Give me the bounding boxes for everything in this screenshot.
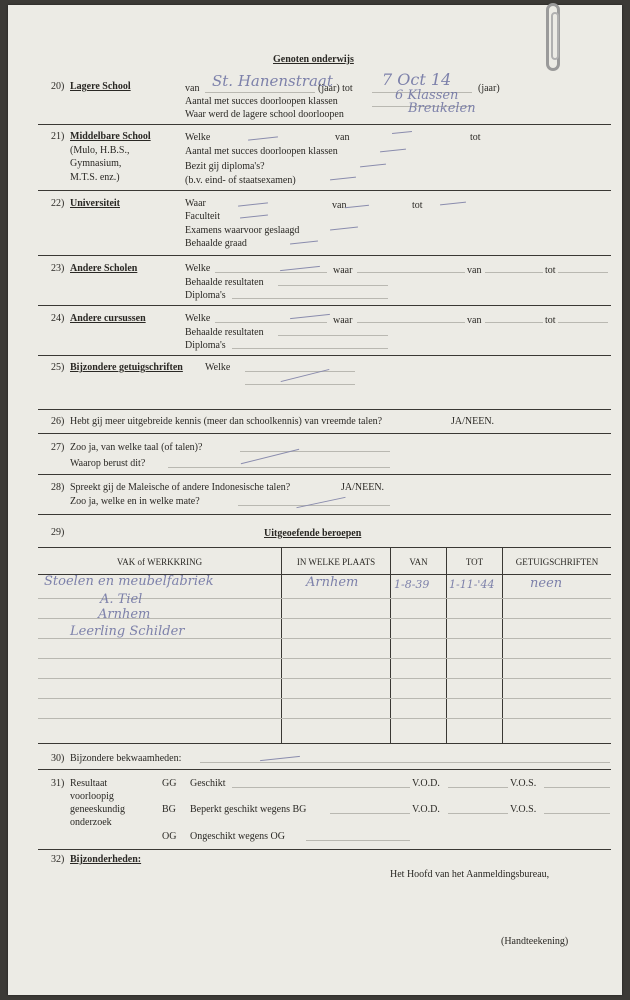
s32-num: 32) bbox=[51, 854, 65, 865]
fill-line bbox=[245, 371, 355, 372]
s23-welke: Welke bbox=[185, 263, 211, 274]
s20-waar: Waar werd de lagere school doorloopen bbox=[185, 109, 344, 120]
col-divider bbox=[281, 547, 282, 743]
section-divider bbox=[38, 433, 611, 434]
s31-bg: BG bbox=[162, 804, 176, 815]
s23-van: van bbox=[467, 265, 482, 276]
section-divider bbox=[38, 474, 611, 475]
s22-faculteit: Faculteit bbox=[185, 211, 220, 222]
s29-num: 29) bbox=[51, 527, 65, 538]
fill-line bbox=[200, 762, 610, 763]
s26-text: Hebt gij meer uitgebreide kennis (meer dan schoolkennis) van vreemde talen? bbox=[70, 416, 383, 427]
s20-jaar: (jaar) bbox=[478, 83, 500, 94]
section-divider bbox=[38, 190, 611, 191]
fill-line bbox=[232, 348, 388, 349]
hw-vak-1: Stoelen en meubelfabriek bbox=[44, 574, 214, 589]
s23-waar: waar bbox=[333, 265, 353, 276]
s31-gg: GG bbox=[162, 778, 177, 789]
col-divider bbox=[390, 547, 391, 743]
s21-bezit: Bezit gij diploma's? bbox=[185, 161, 265, 172]
page-title: Genoten onderwijs bbox=[273, 54, 354, 65]
s24-tot: tot bbox=[545, 315, 556, 326]
s24-welke: Welke bbox=[185, 313, 211, 324]
table-row-line bbox=[38, 678, 611, 679]
s21-welke: Welke bbox=[185, 132, 211, 143]
s31-gg-text: Geschikt bbox=[190, 778, 226, 789]
s31-l4: onderzoek bbox=[70, 817, 112, 828]
fill-line bbox=[278, 335, 388, 336]
s31-vod-2: V.O.D. bbox=[412, 804, 440, 815]
section-divider bbox=[38, 514, 611, 515]
s24-van: van bbox=[467, 315, 482, 326]
s24-label: Andere cursussen bbox=[70, 313, 146, 324]
s26-num: 26) bbox=[51, 416, 65, 427]
table-bottom bbox=[38, 743, 611, 744]
s22-graad: Behaalde graad bbox=[185, 238, 247, 249]
s21-sub1: (Mulo, H.B.S., bbox=[70, 145, 130, 156]
s30-num: 30) bbox=[51, 753, 65, 764]
fill-line bbox=[232, 787, 410, 788]
fill-line bbox=[357, 272, 465, 273]
fill-line bbox=[232, 298, 388, 299]
s25-welke: Welke bbox=[205, 362, 231, 373]
section-divider bbox=[38, 769, 611, 770]
s20-handwriting-tot: 7 Oct 14 bbox=[382, 70, 452, 89]
s28-janeen: JA/NEEN. bbox=[341, 482, 385, 493]
fill-line bbox=[205, 92, 315, 93]
s32-handteekening: (Handteekening) bbox=[501, 936, 569, 947]
s23-num: 23) bbox=[51, 263, 65, 274]
s23-diplomas: Diploma's bbox=[185, 290, 226, 301]
hw-tot: 1-11-'44 bbox=[449, 578, 495, 591]
s22-examens: Examens waarvoor geslaagd bbox=[185, 225, 300, 236]
hw-vak-3: Arnhem bbox=[98, 607, 151, 622]
col-plaats: IN WELKE PLAATS bbox=[296, 557, 376, 567]
s21-sub2: Gymnasium, bbox=[70, 158, 122, 169]
col-getuig: GETUIGSCHRIFTEN bbox=[515, 557, 599, 567]
fill-line bbox=[448, 813, 508, 814]
col-tot: TOT bbox=[465, 557, 484, 567]
s31-vod-1: V.O.D. bbox=[412, 778, 440, 789]
s28-l2: Zoo ja, welke en in welke mate? bbox=[70, 496, 200, 507]
section-divider bbox=[38, 305, 611, 306]
s20-aantal: Aantal met succes doorloopen klassen bbox=[185, 96, 338, 107]
s30-label: Bijzondere bekwaamheden: bbox=[70, 753, 182, 764]
s27-l1: Zoo ja, van welke taal (of talen)? bbox=[70, 442, 203, 453]
s22-num: 22) bbox=[51, 198, 65, 209]
s22-label: Universiteit bbox=[70, 198, 120, 209]
s20-num: 20) bbox=[51, 81, 65, 92]
s20-handwriting-school: St. Hanenstraat bbox=[212, 72, 333, 90]
s24-waar: waar bbox=[333, 315, 353, 326]
hw-vak-2: A. Tiel bbox=[100, 592, 143, 607]
s22-tot: tot bbox=[412, 200, 423, 211]
s28-l1: Spreekt gij de Maleische of andere Indonesische talen? bbox=[70, 482, 291, 493]
s20-label: Lagere School bbox=[70, 81, 131, 92]
s21-sub3: M.T.S. enz.) bbox=[70, 172, 120, 183]
fill-line bbox=[558, 322, 608, 323]
s24-num: 24) bbox=[51, 313, 65, 324]
s29-label: Uitgeoefende beroepen bbox=[264, 528, 362, 539]
fill-line bbox=[330, 813, 410, 814]
col-divider bbox=[446, 547, 447, 743]
s26-janeen: JA/NEEN. bbox=[451, 416, 495, 427]
fill-line bbox=[278, 285, 388, 286]
s24-diplomas: Diploma's bbox=[185, 340, 226, 351]
fill-line bbox=[558, 272, 608, 273]
paperclip-icon bbox=[546, 3, 560, 71]
section-divider bbox=[38, 355, 611, 356]
s23-tot: tot bbox=[545, 265, 556, 276]
s31-l1: Resultaat bbox=[70, 778, 108, 789]
s20-van: van bbox=[185, 83, 200, 94]
s31-vos-2: V.O.S. bbox=[510, 804, 537, 815]
fill-line bbox=[238, 505, 390, 506]
s31-og-text: Ongeschikt wegens OG bbox=[190, 831, 285, 842]
s21-tot: tot bbox=[470, 132, 481, 143]
section-divider bbox=[38, 849, 611, 850]
fill-line bbox=[215, 272, 327, 273]
s31-num: 31) bbox=[51, 778, 65, 789]
fill-line bbox=[245, 384, 355, 385]
table-row-line bbox=[38, 658, 611, 659]
s24-resultaten: Behaalde resultaten bbox=[185, 327, 264, 338]
fill-line bbox=[544, 813, 610, 814]
col-divider bbox=[502, 547, 503, 743]
fill-line bbox=[357, 322, 465, 323]
hw-vak-4: Leerling Schilder bbox=[70, 624, 185, 639]
table-row-line bbox=[38, 718, 611, 719]
s32-hoofd: Het Hoofd van het Aanmeldingsbureau, bbox=[390, 869, 550, 880]
s20-handwriting-klassen: 6 Klassen bbox=[395, 88, 459, 103]
fill-line bbox=[485, 322, 543, 323]
col-vak: VAK of WERKKRING bbox=[116, 557, 203, 567]
s21-van: van bbox=[335, 132, 350, 143]
hw-getuig: neen bbox=[530, 576, 563, 591]
s27-l2: Waarop berust dit? bbox=[70, 458, 146, 469]
s31-l2: voorloopig bbox=[70, 791, 114, 802]
fill-line bbox=[544, 787, 610, 788]
s21-label: Middelbare School bbox=[70, 131, 151, 142]
fill-line bbox=[485, 272, 543, 273]
hw-van: 1-8-39 bbox=[394, 578, 430, 591]
s21-aantal: Aantal met succes doorloopen klassen bbox=[185, 146, 338, 157]
s21-bv: (b.v. eind- of staatsexamen) bbox=[185, 175, 296, 186]
fill-line bbox=[240, 451, 390, 452]
fill-line bbox=[306, 840, 410, 841]
fill-line bbox=[215, 322, 327, 323]
s31-bg-text: Beperkt geschikt wegens BG bbox=[190, 804, 307, 815]
s31-og: OG bbox=[162, 831, 177, 842]
section-divider bbox=[38, 409, 611, 410]
section-divider bbox=[38, 255, 611, 256]
s25-num: 25) bbox=[51, 362, 65, 373]
s20-jaar-tot: (jaar) tot bbox=[318, 83, 353, 94]
s20-handwriting-waar: Breukelen bbox=[408, 101, 476, 116]
s27-num: 27) bbox=[51, 442, 65, 453]
s25-label: Bijzondere getuigschriften bbox=[70, 362, 183, 373]
s23-label: Andere Scholen bbox=[70, 263, 138, 274]
s31-vos-1: V.O.S. bbox=[510, 778, 537, 789]
fill-line bbox=[168, 467, 390, 468]
col-van: VAN bbox=[409, 557, 428, 567]
fill-line bbox=[448, 787, 508, 788]
s31-l3: geneeskundig bbox=[70, 804, 125, 815]
section-divider bbox=[38, 124, 611, 125]
s22-waar: Waar bbox=[185, 198, 206, 209]
s21-num: 21) bbox=[51, 131, 65, 142]
s23-resultaten: Behaalde resultaten bbox=[185, 277, 264, 288]
s22-van: van bbox=[332, 200, 347, 211]
table-row-line bbox=[38, 698, 611, 699]
s28-num: 28) bbox=[51, 482, 65, 493]
table-top bbox=[38, 547, 611, 548]
s32-label: Bijzonderheden: bbox=[70, 854, 142, 865]
hw-plaats: Arnhem bbox=[306, 575, 359, 590]
